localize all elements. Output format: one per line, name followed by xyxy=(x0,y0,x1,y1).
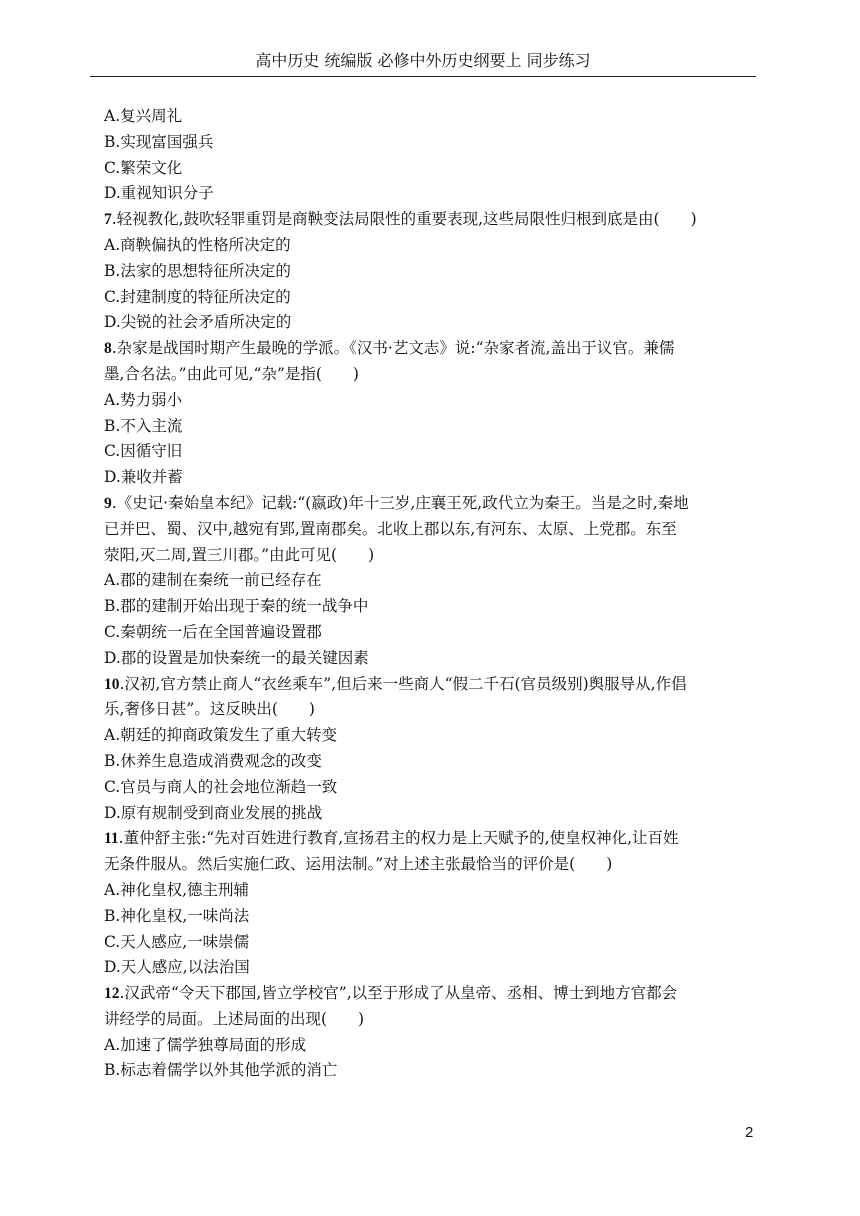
question-stem-text: .董仲舒主张:“先对百姓进行教育,宣扬君主的权力是上天赋予的,使皇权神化,让百姓 xyxy=(118,829,679,848)
option: D.重视知识分子 xyxy=(104,184,214,203)
question-stem-text: .《史记·秦始皇本纪》记载:“(嬴政)年十三岁,庄襄王死,政代立为秦王。当是之时,秦地 xyxy=(111,493,689,512)
question-stem-text: 讲经学的局面。上述局面的出现( ) xyxy=(104,1009,365,1028)
option: C.天人感应,一味崇儒 xyxy=(104,932,250,951)
question-stem-line xyxy=(104,852,764,878)
option: B.休养生息造成消费观念的改变 xyxy=(104,751,322,770)
option: A.神化皇权,德主刑辅 xyxy=(104,880,250,899)
question-stem-text: 荥阳,灭二周,置三川郡。”由此可见( ) xyxy=(104,545,375,564)
question-stem-text: .轻视教化,鼓吹轻罪重罚是商鞅变法局限性的重要表现,这些局限性归根到底是由( ) xyxy=(111,210,697,229)
question-stem-line xyxy=(104,826,764,852)
page-header-title: 高中历史 统编版 必修中外历史纲要上 同步练习 xyxy=(255,51,591,70)
question-stem-line xyxy=(104,981,764,1007)
option: B.郡的建制开始出现于秦的统一战争中 xyxy=(104,597,369,616)
question-list xyxy=(104,207,764,1084)
option: D.天人感应,以法治国 xyxy=(104,958,250,977)
option: A.复兴周礼 xyxy=(104,107,183,125)
question-number: 12 xyxy=(104,985,120,1003)
question-stem-line xyxy=(104,207,764,233)
option: C.封建制度的特征所决定的 xyxy=(104,287,291,306)
option: D.郡的设置是加快秦统一的最关键因素 xyxy=(104,648,369,667)
option: B.神化皇权,一味尚法 xyxy=(104,906,250,925)
question-stem-line xyxy=(104,491,764,517)
question-stem-text: .汉武帝“令天下郡国,皆立学校官”,以至于形成了从皇帝、丞相、博士到地方官都会 xyxy=(119,984,678,1003)
option: D.兼收并蓄 xyxy=(104,468,183,487)
question-10 xyxy=(104,672,764,827)
question-stem-line xyxy=(104,672,764,698)
question-stem-line xyxy=(104,336,764,362)
question-7 xyxy=(104,207,764,336)
option: B.标志着儒学以外其他学派的消亡 xyxy=(104,1061,338,1080)
question-stem-line xyxy=(104,543,764,569)
question-number: 11 xyxy=(104,830,119,848)
option: A.郡的建制在秦统一前已经存在 xyxy=(104,571,322,590)
question-9 xyxy=(104,491,764,672)
option: B.法家的思想特征所决定的 xyxy=(104,261,291,280)
option: A.加速了儒学独尊局面的形成 xyxy=(104,1035,307,1054)
leading-options xyxy=(104,104,764,207)
header-rule xyxy=(90,76,756,77)
option: C.繁荣文化 xyxy=(104,158,183,177)
question-stem-text: 无条件服从。然后实施仁政、运用法制。”对上述主张最恰当的评价是( ) xyxy=(104,855,613,874)
question-stem-text: 乐,奢侈日甚”。这反映出( ) xyxy=(104,700,315,719)
question-number: 9 xyxy=(104,494,112,512)
page-number: 2 xyxy=(745,1124,754,1141)
question-number: 8 xyxy=(104,340,112,358)
option: D.原有规制受到商业发展的挑战 xyxy=(104,803,323,822)
question-number: 10 xyxy=(104,675,120,693)
question-stem-line xyxy=(104,517,764,543)
question-content xyxy=(104,104,764,1084)
question-12 xyxy=(104,981,764,1084)
question-stem-line xyxy=(104,1007,764,1033)
option: A.商鞅偏执的性格所决定的 xyxy=(104,235,291,254)
question-stem-line xyxy=(104,362,764,388)
question-number: 7 xyxy=(104,211,112,229)
question-11 xyxy=(104,826,764,981)
question-stem-text: 已并巴、蜀、汉中,越宛有郢,置南郡矣。北收上郡以东,有河东、太原、上党郡。东至 xyxy=(104,519,677,538)
option: D.尖锐的社会矛盾所决定的 xyxy=(104,313,292,332)
question-stem-text: .杂家是战国时期产生最晚的学派。《汉书·艺文志》说:“杂家者流,盖出于议官。兼儒 xyxy=(111,339,675,358)
option: B.不入主流 xyxy=(104,416,183,435)
option: C.因循守旧 xyxy=(104,442,183,461)
question-stem-line xyxy=(104,697,764,723)
option: C.官员与商人的社会地位渐趋一致 xyxy=(104,777,338,796)
option: A.势力弱小 xyxy=(104,390,183,409)
option: B.实现富国强兵 xyxy=(104,132,214,151)
question-stem-text: .汉初,官方禁止商人“衣丝乘车”,但后来一些商人“假二千石(官员级别)舆服导从,作倡 xyxy=(119,674,687,693)
question-stem-text: 墨,合名法。”由此可见,“杂”是指( ) xyxy=(104,364,359,383)
question-8 xyxy=(104,336,764,491)
option: A.朝廷的抑商政策发生了重大转变 xyxy=(104,726,338,745)
option: C.秦朝统一后在全国普遍设置郡 xyxy=(104,622,322,641)
